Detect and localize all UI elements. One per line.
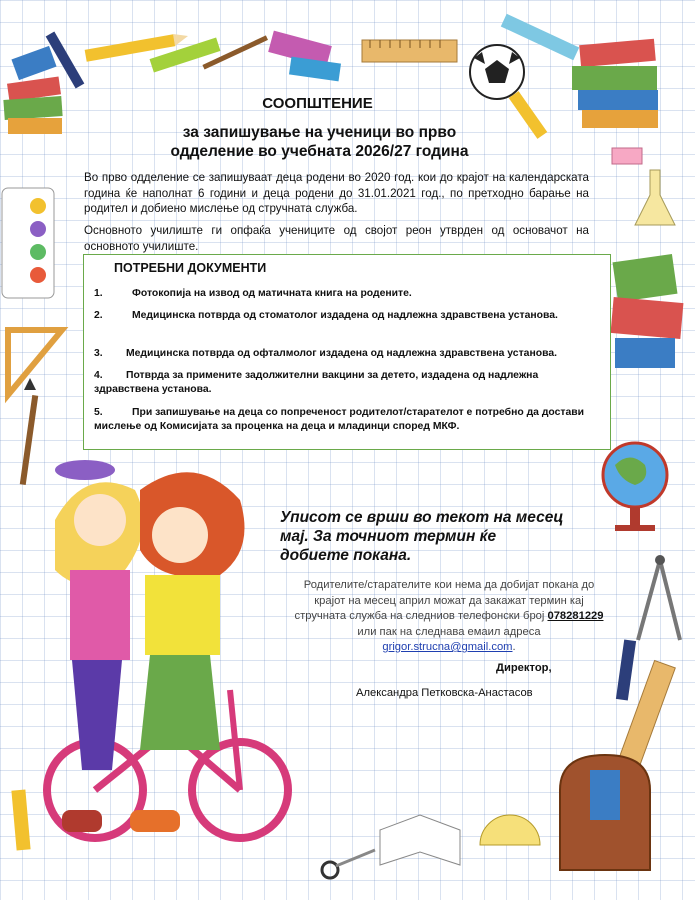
director-name: Александра Петковска-Анастасов xyxy=(356,687,533,699)
document-item xyxy=(94,347,599,361)
subtitle-line-2: одделение во учебната 2026/27 година xyxy=(170,143,469,160)
document-item-number: 2. xyxy=(94,310,103,321)
school-district-paragraph: Основното училиште ги опфаќа учениците од својот реон утврден од основачот на основното училиште. xyxy=(84,224,589,253)
required-documents-box xyxy=(83,254,611,450)
contact-info-text: Родителите/старателите кои нема да добијат покана до крајот на месец април можат да закажат термин кај стручната служба на следниов телефонски број xyxy=(294,579,595,622)
document-item xyxy=(94,287,599,301)
subtitle-line-1: за запишување на ученици во прво xyxy=(182,124,457,141)
required-documents-title: ПОТРЕБНИ ДОКУМЕНТИ xyxy=(114,261,267,275)
email-link[interactable]: grigor.strucna@gmail.com xyxy=(382,641,513,653)
notice-line-1: Уписот се врши во текот на месец xyxy=(280,509,564,526)
document-item-number: 4. xyxy=(94,370,103,381)
document-item-number: 5. xyxy=(94,407,103,418)
contact-info-paragraph xyxy=(290,578,608,656)
document-item-text: Медицинска потврда од офталмолог издадена од надлежна здравствена установа. xyxy=(126,348,557,359)
director-title: Директор, xyxy=(496,662,552,674)
document-item xyxy=(94,369,599,396)
enrollment-eligibility-paragraph: Во прво одделение се запишуваат деца родени во 2020 год. кои до крајот на календарската година ќе наполнат 6 години и деца родени до 31.01.2021 год., по претходно барање на родител и добиено мислење од стручната служба. xyxy=(84,171,589,215)
document-item-text: При запишување на деца со попреченост родителот/старателот е потребно да достави мислење од Комисијата за проценка на деца и младинци според МКФ. xyxy=(94,407,585,432)
notice-line-2: мај. За точниот термин ќе xyxy=(280,528,497,545)
document-item xyxy=(94,406,599,433)
document-item-text: Потврда за примените задолжителни вакцини за детето, издадена од надлежна здравствена установа. xyxy=(94,370,539,395)
document-item-text: Медицинска потврда од стоматолог издадена од надлежна здравствена установа. xyxy=(132,310,558,321)
enrollment-notice xyxy=(280,508,610,565)
contact-info-text-middle: или пак на следнава емаил адреса xyxy=(357,625,541,638)
document-item-number: 1. xyxy=(94,288,103,299)
document-item-number: 3. xyxy=(94,348,103,359)
notice-line-3: добиете покана. xyxy=(280,547,412,564)
page-title: СООПШТЕНИЕ xyxy=(262,95,373,112)
document-item-text: Фотокопија на извод од матичната книга на родените. xyxy=(132,288,412,299)
document-item xyxy=(94,309,599,323)
contact-info-text-end: . xyxy=(512,641,516,653)
phone-number[interactable]: 078281229 xyxy=(547,610,604,622)
